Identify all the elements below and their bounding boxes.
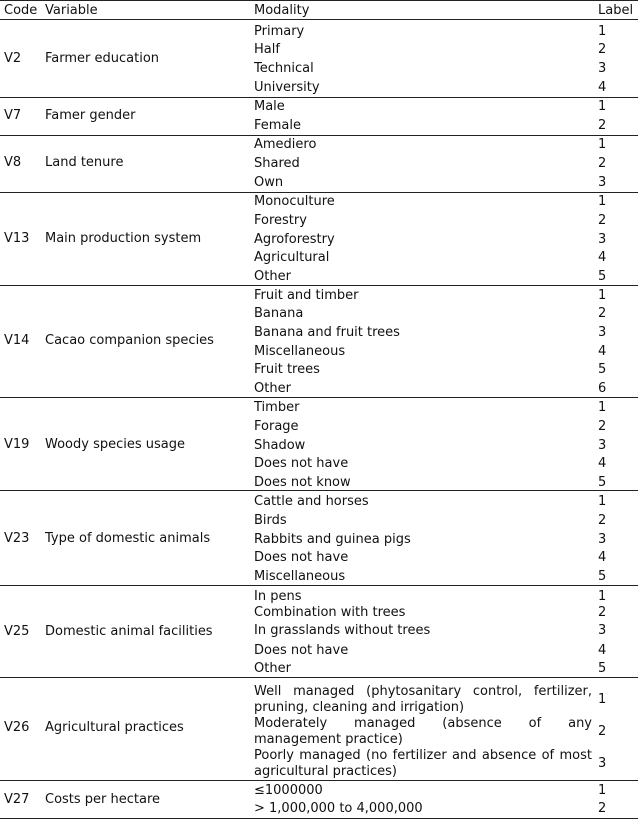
label-cell: 2 [598,306,607,321]
table-group [0,193,638,286]
group-variable: Famer gender [45,108,136,123]
label-cell: 4 [598,456,607,471]
group-variable: Agricultural practices [45,720,184,735]
table-group [0,678,638,781]
label-cell: 2 [598,801,607,816]
modality-cell: Does not have [254,456,349,471]
modality-cell: Other [254,381,291,396]
label-cell: 3 [598,623,607,638]
group-code: V14 [4,333,30,348]
label-cell: 1 [598,692,607,707]
group-code: V13 [4,231,30,246]
label-cell: 1 [598,494,607,509]
modality-cell: Poorly managed (no fertilizer and absence of most agricultural practices) [254,748,592,779]
table-group [0,491,638,586]
group-code: V19 [4,437,30,452]
modality-cell: Other [254,661,291,676]
modality-cell: Cattle and horses [254,494,369,509]
modality-cell: > 1,000,000 to 4,000,000 [254,801,423,816]
label-cell: 5 [598,269,607,284]
modality-cell: Primary [254,24,305,39]
modality-cell: Does not know [254,475,351,490]
table-group [0,98,638,136]
table-group [0,398,638,491]
modality-cell: Moderately managed (absence of any management practice) [254,716,592,747]
modality-cell: Agroforestry [254,232,335,247]
group-variable: Domestic animal facilities [45,624,213,639]
group-code: V27 [4,792,30,807]
label-cell: 3 [598,532,607,547]
modality-cell: Rabbits and guinea pigs [254,532,411,547]
header-code: Code [4,3,38,18]
label-cell: 4 [598,550,607,565]
group-variable: Farmer education [45,51,160,66]
modality-cell: Monoculture [254,194,335,209]
modality-cell: Miscellaneous [254,569,346,584]
modality-cell: Miscellaneous [254,344,346,359]
modality-cell: Well managed (phytosanitary control, fertilizer, pruning, cleaning and irrigation) [254,684,592,715]
modality-cell: Female [254,118,302,133]
label-cell: 4 [598,643,607,658]
label-cell: 3 [598,61,607,76]
label-cell: 1 [598,194,607,209]
label-cell: 4 [598,344,607,359]
modality-cell: Fruit and timber [254,288,359,303]
modality-cell: Amediero [254,137,317,152]
label-cell: 2 [598,42,607,57]
modality-cell: Half [254,42,280,57]
modality-cell: Banana [254,306,304,321]
table-group [0,20,638,98]
modality-cell: Does not have [254,643,349,658]
label-cell: 2 [598,419,607,434]
modality-cell: Timber [254,400,300,415]
modality-cell: Other [254,269,291,284]
label-cell: 3 [598,756,607,771]
modality-cell: University [254,80,320,95]
modality-cell: Forestry [254,213,307,228]
label-cell: 1 [598,137,607,152]
label-cell: 3 [598,325,607,340]
label-cell: 4 [598,80,607,95]
group-code: V2 [4,51,22,66]
label-cell: 2 [598,605,607,620]
group-variable: Woody species usage [45,437,185,452]
label-cell: 5 [598,661,607,676]
modality-cell: Own [254,175,284,190]
modality-cell: Banana and fruit trees [254,325,400,340]
modality-cell: Technical [254,61,314,76]
label-cell: 1 [598,24,607,39]
group-code: V23 [4,531,30,546]
label-cell: 4 [598,250,607,265]
modality-cell: Fruit trees [254,362,320,377]
modality-cell: Agricultural [254,250,330,265]
modality-cell: ≤1000000 [254,783,323,798]
label-cell: 6 [598,381,607,396]
table-group [0,136,638,193]
label-cell: 5 [598,569,607,584]
modality-cell: Forage [254,419,299,434]
table-group [0,586,638,678]
modality-cell: Shadow [254,438,306,453]
label-cell: 2 [598,513,607,528]
group-variable: Costs per hectare [45,792,161,807]
modality-cell: In grasslands without trees [254,623,431,638]
label-cell: 1 [598,589,607,604]
label-cell: 5 [598,362,607,377]
header-modality: Modality [254,3,310,18]
modality-cell: Shared [254,156,300,171]
modality-cell: Male [254,99,285,114]
modality-cell: Birds [254,513,287,528]
label-cell: 2 [598,724,607,739]
table-group [0,286,638,398]
group-variable: Cacao companion species [45,333,214,348]
label-cell: 3 [598,232,607,247]
group-variable: Land tenure [45,155,124,170]
label-cell: 5 [598,475,607,490]
modality-cell: In pens [254,589,302,604]
label-cell: 1 [598,400,607,415]
label-cell: 1 [598,288,607,303]
group-code: V7 [4,108,22,123]
label-cell: 1 [598,783,607,798]
modality-cell: Does not have [254,550,349,565]
table-header [0,0,638,20]
label-cell: 2 [598,118,607,133]
group-code: V25 [4,624,30,639]
table-group [0,781,638,819]
group-variable: Main production system [45,231,202,246]
group-variable: Type of domestic animals [45,531,211,546]
header-label: Label [598,3,634,18]
label-cell: 3 [598,438,607,453]
header-variable: Variable [45,3,98,18]
group-code: V26 [4,720,30,735]
label-cell: 1 [598,99,607,114]
modality-cell: Combination with trees [254,605,406,620]
label-cell: 2 [598,213,607,228]
label-cell: 3 [598,175,607,190]
label-cell: 2 [598,156,607,171]
group-code: V8 [4,155,22,170]
